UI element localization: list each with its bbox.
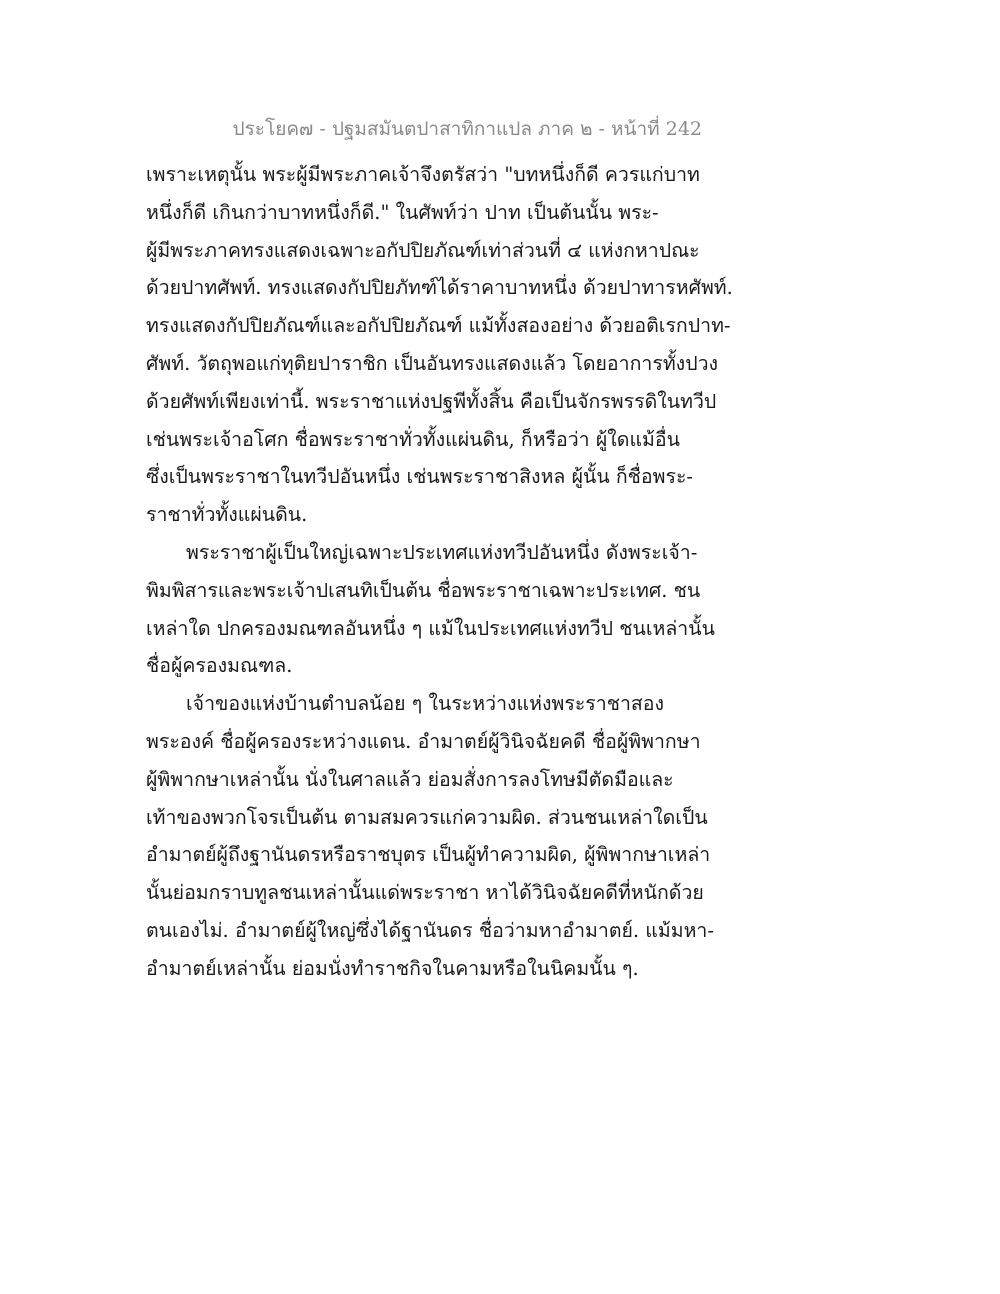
text-line: ซึ่งเป็นพระราชาในทวีปอันหนึ่ง เช่นพระราชาสิงหล ผู้นั้น ก็ชื่อพระ- (146, 465, 694, 489)
text-line: ชื่อผู้ครองมณฑล. (146, 654, 293, 678)
text-line: เท้าของพวกโจรเป็นต้น ตามสมควรแก่ความผิด. ส่วนชนเหล่าใดเป็น (146, 805, 708, 829)
paragraph-2 (146, 534, 726, 685)
text-line: อำมาตย์ผู้ถึงฐานันดรหรือราชบุตร เป็นผู้ทำความผิด, ผู้พิพากษาเหล่า (146, 843, 711, 867)
text-line: ด้วยศัพท์เพียงเท่านี้. พระราชาแห่งปฐพีทั้งสิ้น คือเป็นจักรพรรดิในทวีป (146, 389, 717, 413)
text-line: พระราชาผู้เป็นใหญ่เฉพาะประเทศแห่งทวีปอันหนึ่ง ดังพระเจ้า- (186, 540, 698, 564)
text-line: พระองค์ ชื่อผู้ครองระหว่างแดน. อำมาตย์ผู้วินิจฉัยคดี ชื่อผู้พิพากษา (146, 729, 701, 753)
text-line: เพราะเหตุนั้น พระผู้มีพระภาคเจ้าจึงตรัสว่า "บทหนึ่งก็ดี ควรแก่บาท (146, 163, 700, 186)
text-line: อำมาตย์เหล่านั้น ย่อมนั่งทำราชกิจในคามหรือในนิคมนั้น ๆ. (146, 956, 639, 980)
text-line: หนึ่งก็ดี เกินกว่าบาทหนึ่งก็ดี." ในศัพท์ว่า ปาท เป็นต้นนั้น พระ- (146, 200, 659, 224)
text-line: เช่นพระเจ้าอโศก ชื่อพระราชาทั่วทั้งแผ่นดิน, ก็หรือว่า ผู้ใดแม้อื่น (146, 427, 680, 451)
paragraph-3 (146, 685, 726, 987)
text-line: ตนเองไม่. อำมาตย์ผู้ใหญ่ซึ่งได้ฐานันดร ชื่อว่ามหาอำมาตย์. แม้มหา- (146, 918, 714, 942)
text-line: ด้วยปาทศัพท์. ทรงแสดงกัปปิยภัทฑ์ได้ราคาบาทหนึ่ง ด้วยปาทารหศัพท์. (146, 276, 733, 300)
text-line: ราชาทั่วทั้งแผ่นดิน. (146, 503, 308, 527)
text-line: ผู้มีพระภาคทรงแสดงเฉพาะอกัปปิยภัณฑ์เท่าส่วนที่ ๔ แห่งกหาปณะ (146, 238, 700, 262)
text-line: ผู้พิพากษาเหล่านั้น นั่งในศาลแล้ว ย่อมสั่งการลงโทษมีตัดมือและ (146, 767, 674, 791)
paragraph-1 (146, 156, 733, 534)
text-line: เหล่าใด ปกครองมณฑลอันหนึ่ง ๆ แม้ในประเทศแห่งทวีป ชนเหล่านั้น (146, 616, 715, 640)
body-text (146, 156, 733, 988)
text-line: ทรงแสดงกัปปิยภัณฑ์และอกัปปิยภัณฑ์ แม้ทั้งสองอย่าง ด้วยอติเรกปาท- (146, 314, 731, 338)
running-header: ประโยค๗ - ปฐมสมันตปาสาทิกาแปล ภาค ๒ - หน้าที่ 242 (232, 118, 702, 140)
text-line: เจ้าของแห่งบ้านตำบลน้อย ๆ ในระหว่างแห่งพระราชาสอง (186, 692, 665, 716)
text-line: นั้นย่อมกราบทูลชนเหล่านั้นแด่พระราชา หาได้วินิจฉัยคดีที่หนักด้วย (146, 881, 704, 905)
text-line: ศัพท์. วัตถุพอแก่ทุติยปาราชิก เป็นอันทรงแสดงแล้ว โดยอาการทั้งปวง (146, 351, 719, 375)
text-line: พิมพิสารและพระเจ้าปเสนทิเป็นต้น ชื่อพระราชาเฉพาะประเทศ. ชน (146, 578, 701, 602)
